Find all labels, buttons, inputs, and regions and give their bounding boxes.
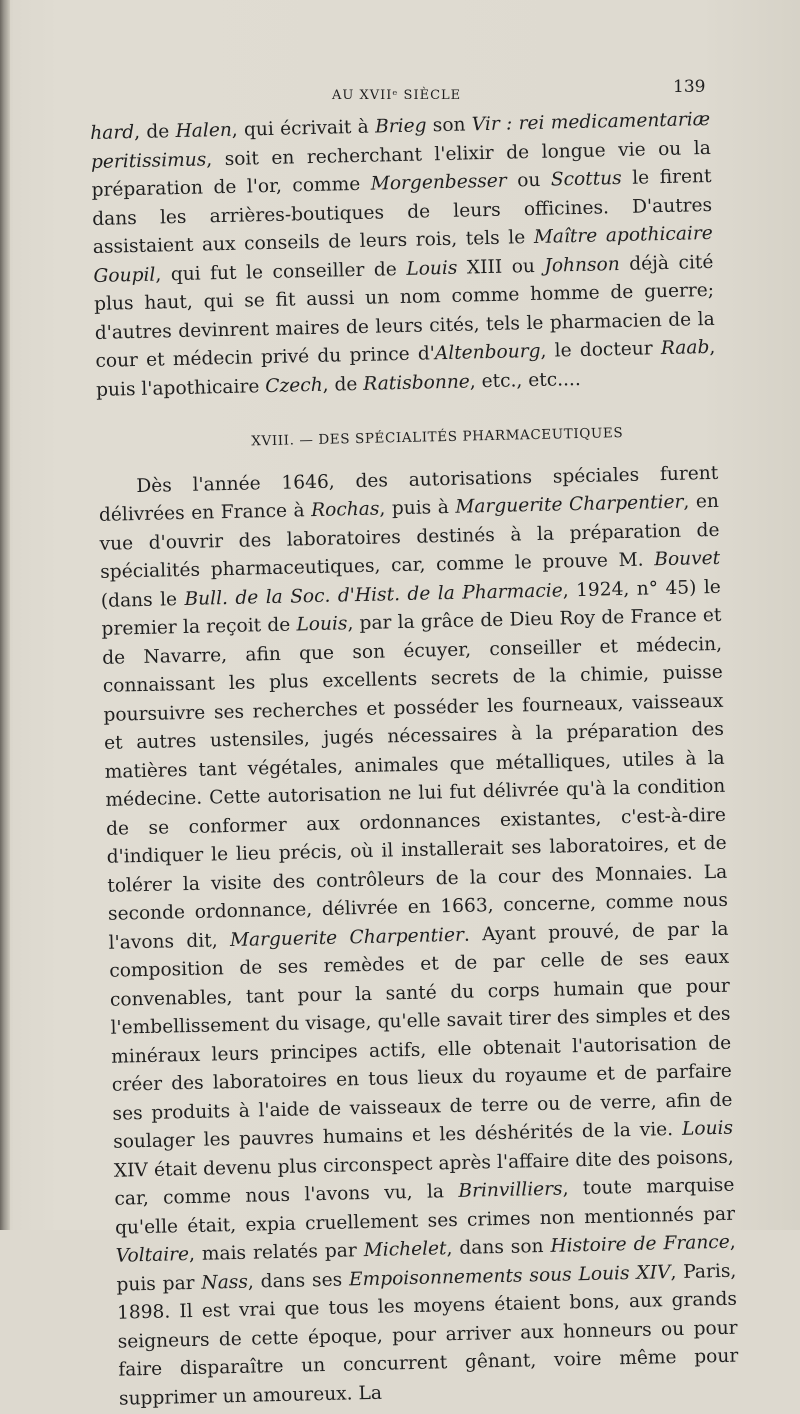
text: , soit en recherchant l'elixir de longue vie ou la préparation de l'or, comme: [91, 137, 712, 201]
journal-title: Bull. de la Soc. d'Hist. de la Pharmacie: [184, 579, 563, 610]
text: ou: [506, 169, 552, 192]
name: Nass: [201, 1271, 249, 1294]
work-title: Vir : rei medicamentariæ peritissimus: [90, 108, 711, 173]
name: Rochas: [310, 498, 380, 522]
name: Marguerite Charpentier: [229, 924, 465, 951]
text: Dès l'année 1646, des autorisations spéciales furent délivrées en France à: [98, 462, 719, 526]
text: , Paris, 1898. Il est vrai que tous les moyens étaient bons, aux grands seigneurs de cette époque, pour arriver aux honneurs ou pour faire disparaître un concurrent gênant, voire même pour supprimer un amoureux. La: [116, 1260, 739, 1410]
paragraph-2: [98, 459, 739, 1413]
text: (dans le: [100, 588, 185, 612]
text: XIV était devenu plus circonspect après l'affaire dite des poisons, car, comme nous l'avons vu, la: [113, 1146, 734, 1210]
section-title: XVIII. — DES SPÉCIALITÉS PHARMACEUTIQUES: [251, 424, 624, 450]
text: , qui fut le conseiller de: [155, 258, 407, 286]
place: Altenbourg: [434, 340, 541, 365]
text: , qui écrivait à: [231, 116, 376, 141]
name: Brinvilliers: [458, 1178, 563, 1202]
name: Halen: [175, 119, 233, 143]
name: Marguerite Charpentier: [455, 491, 684, 518]
name: Morgenbesser: [370, 170, 507, 195]
text: son: [426, 114, 473, 137]
name: Raab: [660, 337, 710, 360]
text: , mais relatés par: [188, 1240, 364, 1266]
name: Louis: [296, 613, 348, 636]
text: , toute marquise qu'elle était, expia cruellement ses crimes non mentionnés par: [114, 1174, 736, 1239]
name: Louis: [681, 1117, 734, 1140]
text: XIII ou: [457, 255, 545, 279]
text: , dans son: [446, 1235, 551, 1260]
place: Ratisbonne: [363, 370, 471, 395]
text: , de: [133, 121, 176, 143]
text: , par la grâce de Dieu Roy de France et de Navarre, afin que son écuyer, conseiller et médecin, connaissant les plus excellents secrets de la chimie, puisse poursuivre ses recherches et posséder les fourneaux, vaisseaux et autres ustensiles, jugés nécessaires à la préparation des matières tant végétales, animales que métalliques, utiles à la médecine. Cette autorisation ne lui fut délivrée qu'à la condition de se conformer aux ordonnances existantes, c'est-à-dire d'indiquer le lieu précis, où il installerait ses laboratoires, et de tolérer la visite des contrôleurs de la cour des Monnaies. La seconde ordonnance, délivrée en 1663, concerne, comme nous l'avons dit,: [101, 604, 729, 954]
text: , 1924, n° 45) le premier la reçoit de: [101, 576, 722, 640]
name: hard: [90, 122, 135, 144]
paragraph-1: [90, 106, 716, 405]
name: Louis: [406, 257, 458, 280]
work-title: Histoire de France: [550, 1231, 730, 1257]
body-text: [90, 106, 739, 1414]
text: , etc., etc....: [469, 368, 581, 392]
name: Czech: [265, 374, 323, 397]
place: Brieg: [374, 115, 427, 138]
work-title: Empoisonnements sous Louis XIV: [348, 1261, 671, 1290]
text: , puis par: [116, 1231, 736, 1296]
page-number: 139: [673, 77, 706, 97]
page-binding-edge: [0, 0, 10, 1230]
name: Voltaire: [115, 1244, 190, 1267]
text: . Ayant prouvé, de par la composition de ses remèdes et de par celle de ses eaux convenables, tant pour la santé du corps humain que pour l'embellissement du visage, qu'elle savait tirer des simples et des minéraux leurs principes actifs, elle obtenait l'autorisation de créer des laboratoires en tous lieux du royaume et de parfaire ses produits à l'aide de vaisseaux de terre ou de verre, afin de soulager les pauvres humains et les déshérités de la vie.: [109, 918, 733, 1153]
name: Bouvet: [654, 547, 721, 571]
name: Scottus: [550, 167, 622, 191]
text: , en vue d'ouvrir des laboratoires destinés à la préparation de spécialités pharmaceutiques, car, comme le prouve M.: [99, 490, 720, 583]
text: , puis à: [379, 496, 456, 520]
text: déjà cité plus haut, qui se fit aussi un nom comme homme de guerre; d'autres devinrent maires de leurs cités, tels le pharmacien de la cour et médecin privé du prince d': [93, 251, 715, 372]
running-head: AU XVIIᵉ SIÈCLE: [332, 88, 462, 103]
name: Michelet: [363, 1238, 447, 1262]
text: , dans ses: [247, 1268, 350, 1293]
name: Johnson: [544, 253, 620, 277]
name: Maître apothicaire Goupil: [93, 222, 713, 287]
text: , puis l'apothicaire: [95, 336, 716, 401]
text: , de: [322, 373, 364, 396]
text: le firent dans les arrières-boutiques de leurs officines. D'autres assistaient aux conseils de leurs rois, tels le: [92, 165, 713, 258]
text: , le docteur: [540, 338, 662, 362]
